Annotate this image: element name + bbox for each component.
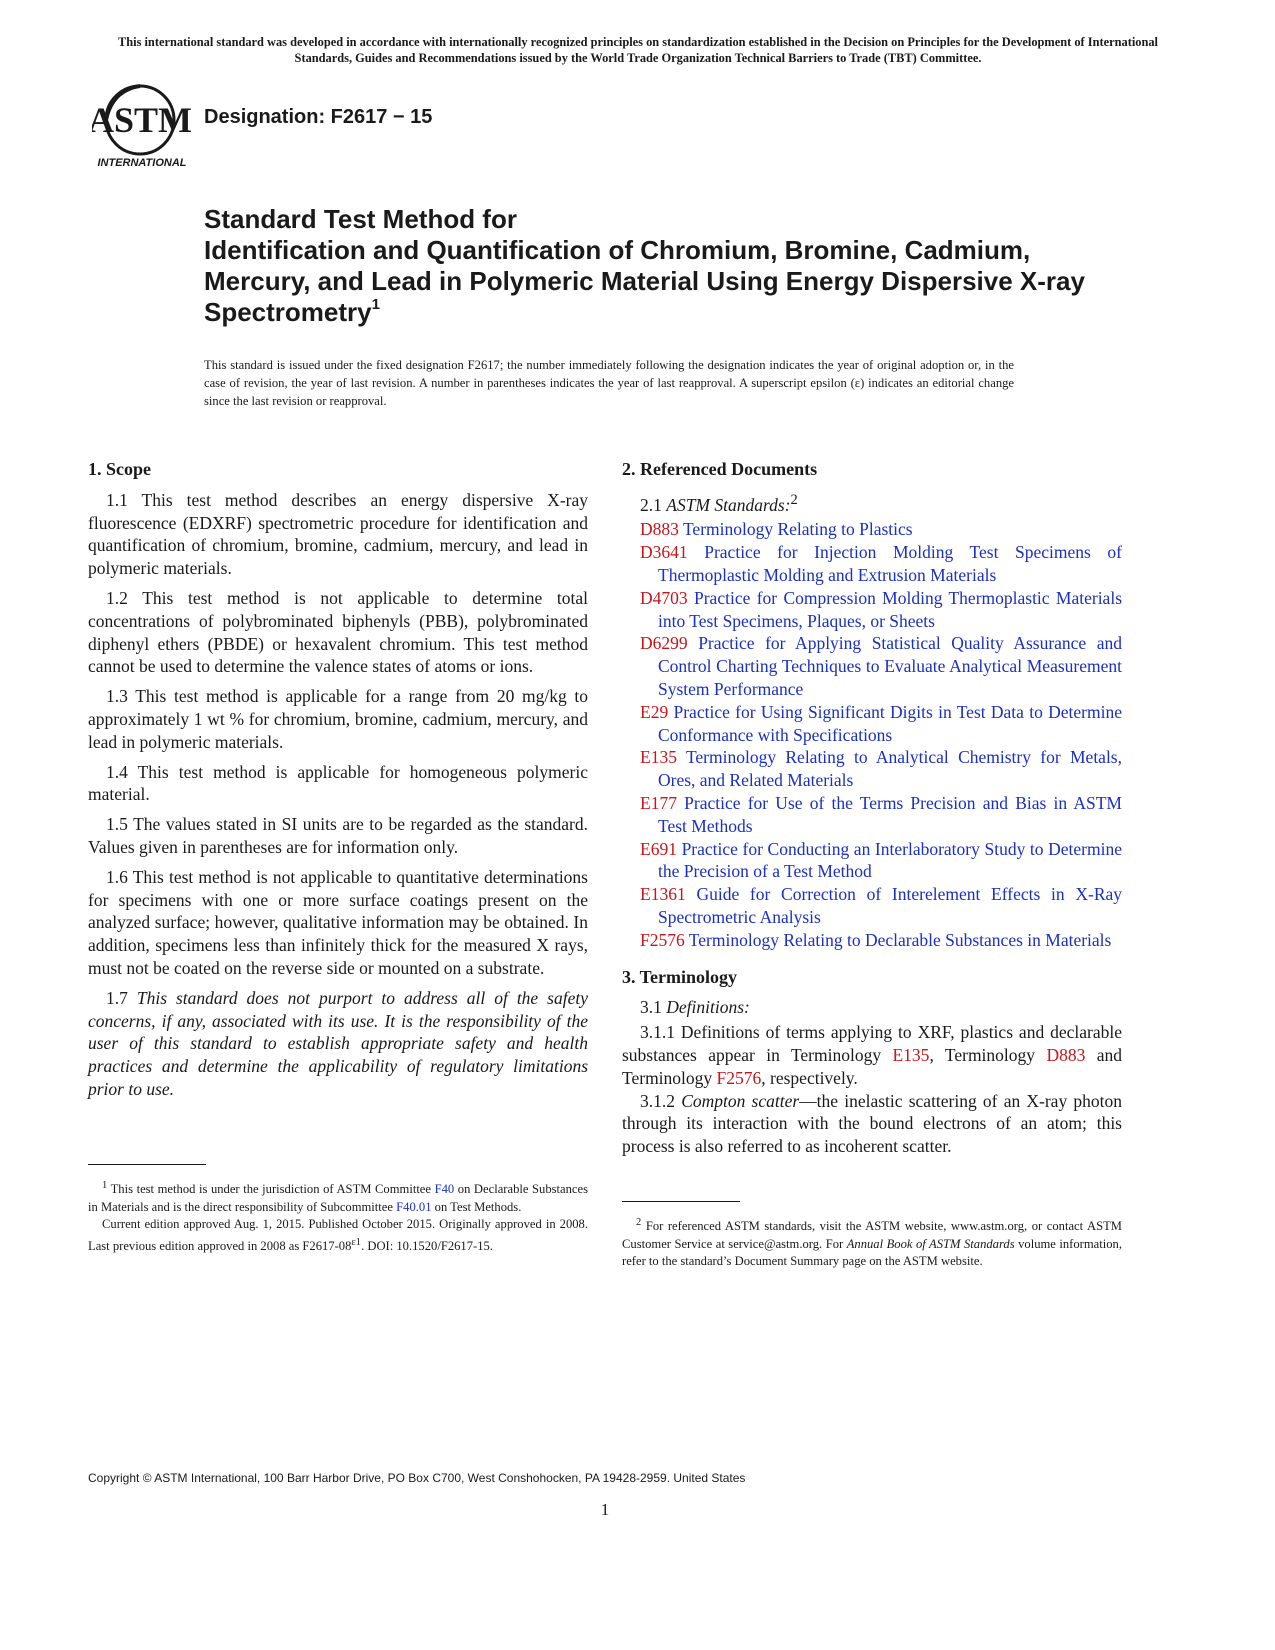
page-number: 1 [600, 1500, 610, 1519]
reference-code[interactable]: D6299 [640, 633, 688, 654]
para-3-1-2 [622, 1090, 1122, 1158]
footnote-rule-left [88, 1164, 206, 1165]
para-3-1-2-text: —the inelastic scattering of an X-ray photon through its interaction with the bound electrons of an atom; this process is also referred to as incoherent scatter. [622, 1090, 1122, 1157]
footnote-2-italic: Annual Book of ASTM Standards [846, 1236, 1015, 1251]
logo-text: INTERNATIONAL [97, 157, 187, 169]
reference-title[interactable]: Practice for Conducting an Interlaboratory Study to Determine the Precision of a Test Method [658, 838, 1123, 882]
reference-title[interactable]: Terminology Relating to Declarable Substances in Materials [688, 929, 1112, 950]
reference-item[interactable] [640, 632, 1122, 700]
subhead-2-1-label: ASTM Standards: [666, 494, 791, 515]
reference-item[interactable] [640, 518, 1122, 541]
para-3-1-1-text-a: 3.1.1 Definitions of terms applying to XRF, plastics and declarable substances appear in Terminology [622, 1022, 1122, 1065]
reference-code[interactable]: D4703 [640, 587, 688, 608]
para-3-1-1-text-c: and Terminology [622, 1044, 1122, 1088]
reference-item[interactable] [640, 929, 1122, 952]
right-column [622, 458, 1122, 1165]
para-1-2: 1.2 This test method is not applicable to determine total concentrations of polybrominated biphenyls (PBB), polybrominated diphenyl ethers (PBDE) or hexavalent chromium. This test method cannot be used to determine the valence states of atoms or ions. [88, 587, 588, 677]
reference-title[interactable]: Practice for Compression Molding Thermoplastic Materials into Test Specimens, Plaques, or Sheets [658, 587, 1122, 631]
term-compton-scatter: Compton scatter [681, 1090, 800, 1111]
footnote-1-text-b: on Declarable Substances in Materials and is the direct responsibility of Subcommittee [88, 1182, 589, 1214]
title-line1: Standard Test Method for [204, 204, 517, 234]
footnote-1 [88, 1177, 588, 1255]
footnote-2-text-b: volume information, refer to the standard’s Document Summary page on the ASTM website. [622, 1236, 1122, 1269]
para-3-1-1-text-d: , respectively. [761, 1067, 858, 1088]
copyright: Copyright © ASTM International, 100 Barr Harbor Drive, PO Box C700, West Conshohocken, PA 19428-2959. United States [88, 1471, 746, 1485]
para-1-7-number: 1.7 [106, 987, 128, 1008]
reference-code[interactable]: F2576 [640, 929, 685, 950]
designation: Designation: F2617 − 15 [204, 106, 433, 128]
definitions-subhead [640, 996, 1122, 1019]
para-1-4: 1.4 This test method is applicable for homogeneous polymeric material. [88, 761, 588, 805]
reference-item[interactable] [640, 883, 1122, 929]
reference-list [622, 518, 1122, 951]
reference-code[interactable]: E177 [640, 792, 677, 813]
reference-code[interactable]: D883 [640, 519, 679, 540]
footnote-link-f40-01[interactable]: F40.01 [396, 1199, 432, 1214]
reference-title[interactable]: Practice for Using Significant Digits in Test Data to Determine Conformance with Specifications [658, 701, 1122, 745]
reference-code[interactable]: E135 [640, 747, 677, 768]
footnote-1-edition-a: Current edition approved Aug. 1, 2015. Published October 2015. Originally approved in 2008. Last previous edition approved in 2008 as F2617-08 [88, 1217, 588, 1253]
reference-item[interactable] [640, 541, 1122, 587]
link-e135[interactable]: E135 [892, 1044, 930, 1065]
reference-code[interactable]: D3641 [640, 542, 688, 563]
footnote-2-text-a: For referenced ASTM standards, visit the ASTM website, www.astm.org, or contact ASTM Customer Service at service@astm.org. For [622, 1219, 1122, 1251]
issuance-note: This standard is issued under the fixed designation F2617; the number immediately following the designation indicates the year of original adoption or, in the case of revision, the year of last revision. A number in parentheses indicates the year of last reapproval. A superscript epsilon (ε) indicates an editorial change since the last revision or reapproval. [204, 358, 1014, 408]
footnote-1-edition-b: . DOI: 10.1520/F2617-15. [361, 1238, 493, 1253]
terminology-heading: 3. Terminology [622, 966, 738, 987]
subhead-3-1-number: 3.1 [640, 997, 662, 1018]
reference-title[interactable]: Practice for Injection Molding Test Specimens of Thermoplastic Molding and Extrusion Materials [658, 542, 1123, 586]
scope-heading: 1. Scope [88, 459, 151, 479]
left-column [88, 458, 588, 1108]
footnote-link-f40[interactable]: F40 [434, 1182, 455, 1197]
astm-logo-icon [92, 84, 192, 170]
reference-code[interactable]: E29 [640, 701, 669, 722]
footnote-1-text-a: This test method is under the jurisdiction of ASTM Committee [110, 1182, 431, 1197]
para-3-1-2-number: 3.1.2 [640, 1090, 675, 1111]
link-d883[interactable]: D883 [1046, 1044, 1086, 1065]
footnote-2 [622, 1214, 1122, 1271]
footnote-1-text-c: on Test Methods. [434, 1199, 522, 1214]
footnote-1-mark: 1 [102, 1180, 108, 1191]
reference-item[interactable] [640, 838, 1122, 884]
astm-standards-subhead [640, 489, 1122, 517]
footnote-rule-right [622, 1201, 740, 1202]
para-1-3: 1.3 This test method is applicable for a range from 20 mg/kg to approximately 1 wt % for chromium, bromine, cadmium, mercury, and lead in polymeric materials. [88, 686, 588, 752]
svg-text:ASTM: ASTM [92, 100, 192, 140]
subhead-2-1-number: 2.1 [640, 494, 662, 515]
footnote-1-epsilon: ε1 [351, 1236, 362, 1248]
para-3-1-1-text-b: , Terminology [929, 1044, 1036, 1065]
para-1-7 [88, 987, 588, 1101]
wto-notice: This international standard was developed in accordance with internationally recognized principles on standardization established in the Decision on Principles for the Development of International Standards, Guides and Recommendations issued by the World Trade Organization Technical Barriers to Trade (TBT) Committee. [117, 35, 1159, 65]
subhead-3-1-label: Definitions: [666, 997, 750, 1018]
title-line2: Identification and Quantification of Chromium, Bromine, Cadmium, Mercury, and Lead in Polymeric Material Using Energy Dispersive X-ray Spectrometry [204, 235, 1085, 327]
astm-logo [92, 84, 192, 170]
document-title [204, 204, 1104, 328]
reference-title[interactable]: Terminology Relating to Plastics [682, 519, 913, 540]
reference-code[interactable]: E1361 [640, 884, 686, 905]
para-3-1-1 [622, 1021, 1122, 1089]
para-1-5: 1.5 The values stated in SI units are to be regarded as the standard. Values given in parentheses are for information only. [88, 814, 588, 857]
reference-item[interactable] [640, 701, 1122, 747]
reference-title[interactable]: Practice for Use of the Terms Precision and Bias in ASTM Test Methods [658, 792, 1122, 836]
reference-item[interactable] [640, 587, 1122, 633]
para-1-6: 1.6 This test method is not applicable to quantitative determinations for specimens with one or more surface coatings present on the analyzed surface; however, qualitative information may be obtained. In addition, specimens less than infinitely thick for the measured X rays, must not be coated on the reverse side or mounted on a substrate. [88, 866, 588, 978]
reference-title[interactable]: Practice for Applying Statistical Quality Assurance and Control Charting Techniques to Evaluate Analytical Measurement System Performance [658, 633, 1123, 699]
link-f2576[interactable]: F2576 [716, 1067, 762, 1088]
para-1-7-text: This standard does not purport to address all of the safety concerns, if any, associated with its use. It is the responsibility of the user of this standard to establish appropriate safety and health practices and determine the applicability of regulatory limitations prior to use. [88, 987, 589, 1099]
subhead-2-1-mark[interactable]: 2 [790, 491, 798, 508]
title-footnote-mark[interactable]: 1 [371, 296, 380, 313]
reference-title[interactable]: Guide for Correction of Interelement Effects in X-Ray Spectrometric Analysis [658, 884, 1123, 927]
reference-item[interactable] [640, 792, 1122, 838]
reference-item[interactable] [640, 746, 1122, 792]
para-1-1: 1.1 This test method describes an energy dispersive X-ray fluorescence (EDXRF) spectrometric procedure for identification and quantification of chromium, bromine, cadmium, mercury, and lead in polymeric materials. [88, 489, 588, 579]
reference-code[interactable]: E691 [640, 838, 677, 859]
reference-title[interactable]: Terminology Relating to Analytical Chemistry for Metals, Ores, and Related Materials [658, 747, 1122, 791]
footnote-2-mark: 2 [636, 1217, 642, 1228]
referenced-heading: 2. Referenced Documents [622, 459, 818, 479]
